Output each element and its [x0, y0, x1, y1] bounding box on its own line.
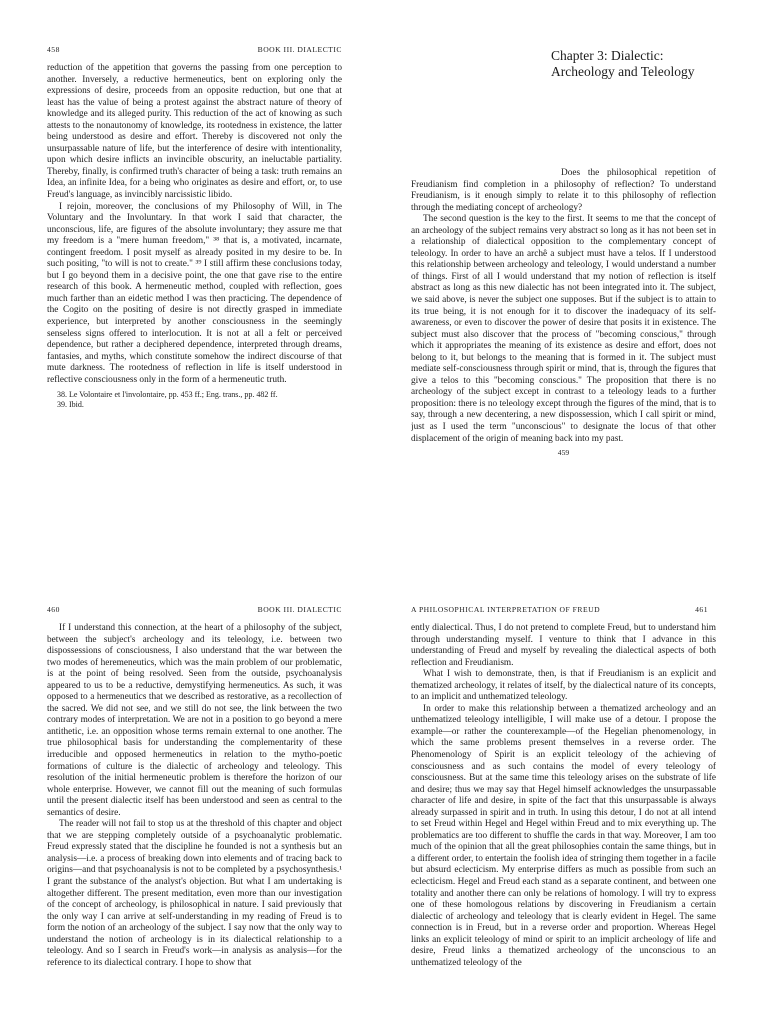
page-number: 461 — [695, 605, 708, 614]
body-paragraph: In order to make this relationship between a thematized archeology and an unthematized teleology intelligible, I will make use of a detour. I propose the example—or rather the counterexample—of the Hegelian phenomenology, in which the same problems present themselves in a reverse order. The Phenomenology of Spirit is an explicit teleology of the achieving of consciousness and as such contains the model of every teleology of consciousness. But at the same time this teleology arises on the substrate of life and desire; thus we may say that Hegel himself acknowledges the unsurpassable character of life and desire, in spite of the fact that this unsurpassable is always already surpassed in spirit and in truth. In using this detour, I do not at all intend to set Freud within Hegel and Hegel within Freud and to mix everything up. The problematics are too different to shuffle the cards in that way. Moreover, I am too much of the opinion that all the great philosophies contain the same things, but in a different order, to entertain the foolish idea of stringing them together in a facile but absurd eclecticism. My enterprise differs as much as possible from such an eclecticism. Hegel and Freud each stand as a separate continent, and between one totality and another there can only be relations of homology. I will try to express one of these homologous relations by discovering in Freudianism a certain dialectic of archeology and teleology that is clearly evident in Hegel. The same connection is in Freud, but in a reverse order and proportion. Whereas Hegel links an explicit teleology of mind or spirit to an implicit archeology of life and desire, Freud links a thematized archeology of the unconscious to an unthematized teleology of the — [411, 703, 716, 968]
page-header — [411, 604, 716, 615]
page-458 — [47, 44, 342, 484]
footnotes — [47, 390, 342, 409]
page-number: 458 — [47, 45, 60, 54]
page-number: 460 — [47, 605, 60, 614]
page-header — [47, 44, 342, 55]
page-number: 459 — [557, 448, 570, 458]
chapter-title — [551, 48, 716, 80]
chapter-title-line: Archeology and Teleology — [551, 64, 695, 79]
page-461 — [411, 604, 716, 1024]
running-head: BOOK III. DIALECTIC — [257, 605, 342, 614]
chapter-title-line: Chapter 3: Dialectic: — [551, 48, 664, 63]
body-paragraph: I rejoin, moreover, the conclusions of my Philosophy of Will, in The Voluntary and the Involuntary. In that work I said that character, the unconscious, life, are figures of the absolute involuntary; they assure me that my freedom is a "mere human freedom," ³⁸ that is, a motivated, incarnate, contingent freedom. I posit myself as already posited in my desire to be. In such positing, "to will is not to create." ³⁹ I still affirm these conclusions today, but I go beyond them in a decisive point, the one that gave rise to the entire research of this book. A hermeneutic method, coupled with reflection, goes much farther than an eidetic method I was then practicing. The dependence of the Cogito on the positing of desire is not directly grasped in immediate experience, but interpreted by another consciousness in the seemingly senseless signs offered to interlocution. It is not at all a felt or perceived dependence, but rather a deciphered dependence, interpreted through dreams, fantasies, and myths, which constitute somehow the indirect discourse of that mute darkness. The rootedness of reflection in life is itself understood in reflective consciousness only in the form of a hermeneutic truth. — [47, 201, 342, 385]
page-459 — [411, 44, 716, 512]
body-paragraph: ently dialectical. Thus, I do not pretend to complete Freud, but to understand him through understanding myself. I venture to think that I advance in this understanding of Freud and myself by revealing the dialectical aspects of both reflection and Freudianism. — [411, 623, 716, 668]
page-header — [47, 604, 342, 615]
body-paragraph: The second question is the key to the first. It seems to me that the concept of an archeology of the subject remains very abstract so long as it has not been set in a relationship of dialectical opposition to the complementary concept of teleology. In order to have an archê a subject must have a telos. If I understood this relationship between archeology and teleology, I would understand a number of things. First of all I would understand that my notion of reflection is itself abstract as long as this new dialectic has not been integrated into it. The subject, we said above, is never the subject one supposes. But if the subject is to attain to its true being, it is not enough for it to discover the inadequacy of its self-awareness, or even to discover the power of desire that posits it in existence. The subject must also discover that the process of "becoming conscious," through which it appropriates the meaning of its existence as desire and effort, does not belong to it, but belongs to the meaning that is formed in it. The subject must mediate self-consciousness through spirit or mind, that is, through the figures that give a telos to this "becoming conscious." The proposition that there is no archeology of the subject except in contrast to a teleology leads to a further proposition: there is no teleology except through the figures of the mind, that is to say, through a new decentering, a new dispossession, which I call spirit or mind, just as I used the term "unconscious" to designate the locus of that other displacement of the origin of meaning back into my past. — [411, 214, 716, 444]
running-head: BOOK III. DIALECTIC — [257, 45, 342, 54]
body-paragraph: If I understand this connection, at the heart of a philosophy of the subject, between the subject's archeology and its teleology, i.e. between two dispossessions of consciousness, I also understand that the war between the two modes of heremeneutics, which was the main problem of our problematic, is at the point of being resolved. Seen from the outside, psychoanalysis appeared to us to be a reductive, demystifying hermeneutics. As such, it was opposed to a hermeneutics that we described as restorative, as a recollection of the sacred. We did not see, and we still do not see, the link between the two contrary modes of interpretation. We are not in a position to go beyond a mere antithetic, i.e. an opposition whose terms remain external to one another. The true philosophical basis for understanding the complementarity of these irreducible and opposed hermeneutics in relation to the mytho-poetic formations of culture is the dialectic of archeology and teleology. This resolution of the initial hermeneutic problem is therefore the horizon of our whole enterprise. However, we cannot fill out the meaning of such formulas until the present dialectic itself has been understood and seen as central to the semantics of desire. — [47, 623, 342, 818]
body-paragraph: What I wish to demonstrate, then, is that if Freudianism is an explicit and thematized archeology, it relates of itself, by the dialectical nature of its concepts, to an implicit and unthematized teleology. — [411, 669, 716, 703]
footnote: 39. Ibid. — [57, 399, 84, 409]
page-460 — [47, 604, 342, 1024]
body-paragraph: Does the philosophical repetition of Freudianism find completion in a philosophy of reflection? To understand Freudianism, is it enough simply to relate it to this philosophy of reflection through the mediating concept of archeology? — [411, 168, 716, 213]
running-head: A PHILOSOPHICAL INTERPRETATION OF FREUD — [411, 605, 601, 614]
footnote: 38. Le Volontaire et l'involontaire, pp. 453 ff.; Eng. trans., pp. 482 ff. — [57, 390, 278, 400]
body-paragraph: reduction of the appetition that governs the passing from one perception to another. Inversely, a reductive hermeneutics, bent on exploring only the expressions of desire, proceeds from an opposite reduction, but one that at least has the value of being a protest against the abstract nature of theory of knowledge and its alleged purity. This reduction of the act of knowing as such attests to the nonautonomy of knowledge, its rootedness in existence, the latter being understood as desire and effort. Thereby is discovered not only the unsurpassable nature of life, but the interference of desire with intentionality, upon which desire inflicts an invincible obscurity, an ineluctable partiality. Thereby, finally, is confirmed truth's character of being a task: truth remains an Idea, an infinite Idea, for a being who originates as desire and effort, or, to use Freud's language, as invincibly narcissistic libido. — [47, 63, 342, 201]
body-paragraph: The reader will not fail to stop us at the threshold of this chapter and object that we are stepping completely outside of a psychoanalytic problematic. Freud expressly stated that the discipline he founded is not a synthesis but an analysis—i.e. a process of breaking down into elements and of tracing back to origins—and that psychoanalysis is not to be completed by a psychosynthesis.¹ I grant the substance of the analyst's objection. But what I am undertaking is altogether different. The present meditation, even more than our investigation of the concept of archeology, is philosophical in nature. I said previously that the only way I can arrive at self-understanding in my reading of Freud is to form the notion of an archeology of the subject. I say now that the only way to understand the notion of archeology is in its dialectical relationship to a teleology. And so I search in Freud's work—in analysis as analysis—for the reference to its dialectical contrary. I hope to show that — [47, 819, 342, 968]
